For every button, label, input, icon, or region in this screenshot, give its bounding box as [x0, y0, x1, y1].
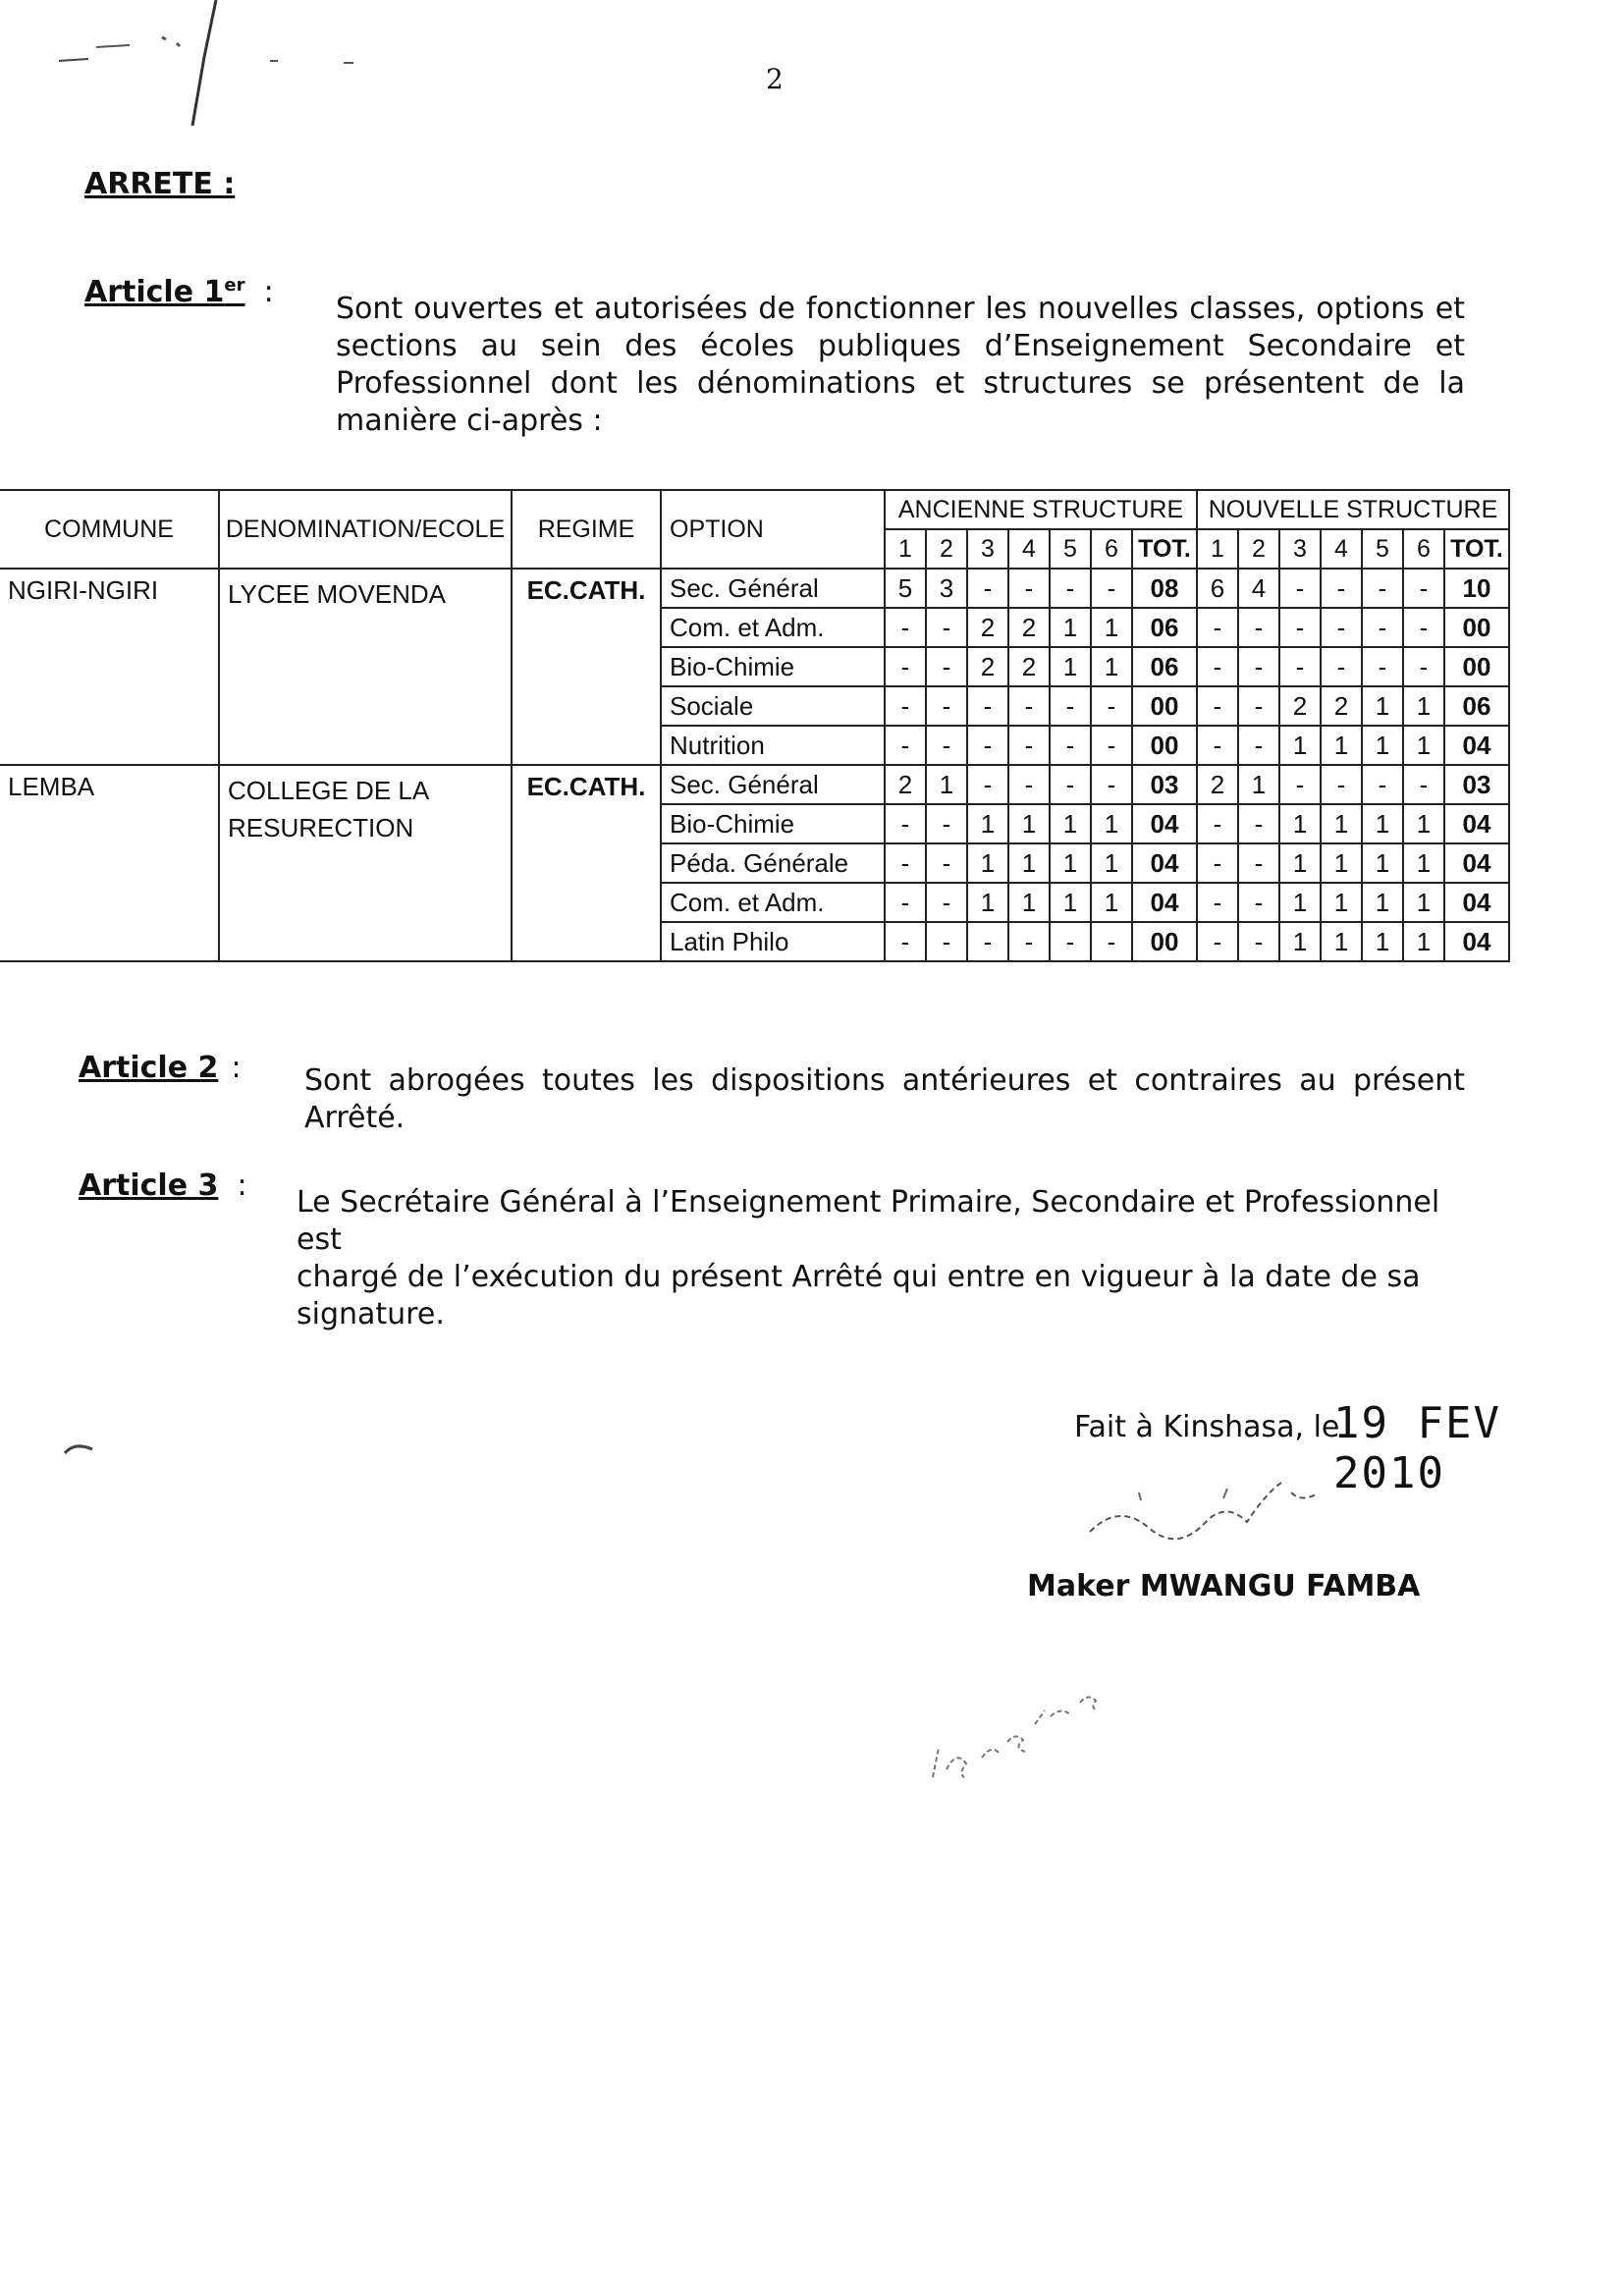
nouvelle-class-cell: -	[1238, 686, 1279, 726]
article-1-label	[84, 275, 274, 309]
handwritten-signature	[1080, 1463, 1335, 1571]
article-1-colon: :	[263, 275, 274, 309]
ancienne-class-cell: 1	[967, 883, 1008, 922]
nouvelle-class-cell: -	[1238, 726, 1279, 765]
nouvelle-class-cell: -	[1238, 843, 1279, 883]
nouvelle-class-cell: 1	[1321, 883, 1362, 922]
ancienne-class-cell: -	[885, 804, 926, 843]
article-3-text	[297, 1184, 1475, 1333]
ancienne-class-cell: -	[926, 686, 967, 726]
article-3-label	[79, 1168, 247, 1203]
option-cell: Sec. Général	[661, 765, 885, 804]
ancienne-class-cell: -	[926, 608, 967, 647]
ancienne-sub-header: 5	[1050, 529, 1091, 569]
nouvelle-sub-header: 5	[1362, 529, 1403, 569]
nouvelle-class-cell: 4	[1238, 569, 1279, 608]
ancienne-class-cell: -	[1091, 765, 1132, 804]
nouvelle-class-cell: -	[1321, 765, 1362, 804]
nouvelle-class-cell: 1	[1279, 883, 1321, 922]
ancienne-total-cell: 04	[1132, 843, 1197, 883]
table-row	[0, 569, 1509, 608]
nouvelle-class-cell: 1	[1362, 843, 1403, 883]
nouvelle-class-cell: 1	[1279, 804, 1321, 843]
header-denomination: DENOMINATION/ECOLE	[219, 490, 512, 569]
nouvelle-class-cell: -	[1197, 804, 1238, 843]
nouvelle-class-cell: 2	[1321, 686, 1362, 726]
ancienne-class-cell: -	[1091, 922, 1132, 961]
ancienne-class-cell: 1	[1091, 804, 1132, 843]
ancienne-class-cell: -	[885, 647, 926, 686]
regime-cell: EC.CATH.	[512, 569, 661, 765]
nouvelle-total-cell: 10	[1444, 569, 1509, 608]
decree-heading: ARRETE :	[84, 167, 236, 201]
nouvelle-total-cell: 03	[1444, 765, 1509, 804]
ancienne-class-cell: 1	[1091, 608, 1132, 647]
nouvelle-class-cell: -	[1197, 726, 1238, 765]
ancienne-class-cell: -	[926, 647, 967, 686]
commune-cell: NGIRI-NGIRI	[0, 569, 219, 765]
nouvelle-total-cell: 04	[1444, 883, 1509, 922]
nouvelle-class-cell: -	[1403, 647, 1444, 686]
ancienne-class-cell: -	[1008, 569, 1050, 608]
ancienne-class-cell: -	[1091, 686, 1132, 726]
nouvelle-class-cell: 1	[1403, 726, 1444, 765]
nouvelle-class-cell: 1	[1403, 883, 1444, 922]
article-1-superscript: er	[224, 275, 245, 296]
article-1-line: Professionnel dont les dénominations et structures se présentent de la	[336, 366, 1465, 401]
ancienne-total-cell: 04	[1132, 883, 1197, 922]
ancienne-class-cell: -	[885, 686, 926, 726]
header-regime: REGIME	[512, 490, 661, 569]
nouvelle-class-cell: -	[1321, 647, 1362, 686]
option-cell: Nutrition	[661, 726, 885, 765]
article-2-colon: :	[231, 1051, 242, 1085]
nouvelle-class-cell: -	[1238, 804, 1279, 843]
nouvelle-class-cell: 1	[1279, 726, 1321, 765]
nouvelle-class-cell: -	[1197, 686, 1238, 726]
nouvelle-class-cell: 1	[1321, 804, 1362, 843]
commune-cell: LEMBA	[0, 765, 219, 961]
nouvelle-class-cell: -	[1279, 608, 1321, 647]
ancienne-class-cell: -	[926, 804, 967, 843]
page-number: 2	[766, 63, 784, 95]
ancienne-total-cell: 00	[1132, 726, 1197, 765]
denomination-cell: COLLEGE DE LA RESURECTION	[219, 765, 512, 961]
ancienne-class-cell: -	[1008, 686, 1050, 726]
ancienne-sub-header: 4	[1008, 529, 1050, 569]
ancienne-class-cell: -	[926, 883, 967, 922]
ancienne-sub-header: TOT.	[1132, 529, 1197, 569]
ancienne-total-cell: 00	[1132, 922, 1197, 961]
ancienne-class-cell: 2	[967, 647, 1008, 686]
ancienne-class-cell: -	[885, 922, 926, 961]
nouvelle-class-cell: -	[1362, 608, 1403, 647]
ancienne-class-cell: 2	[967, 608, 1008, 647]
article-2-line: Sont abrogées toutes les dispositions antérieures et contraires au présent	[304, 1063, 1465, 1098]
ancienne-sub-header: 3	[967, 529, 1008, 569]
option-cell: Latin Philo	[661, 922, 885, 961]
article-1-label-text: Article 1	[84, 275, 225, 309]
nouvelle-sub-header: 3	[1279, 529, 1321, 569]
nouvelle-total-cell: 04	[1444, 804, 1509, 843]
ancienne-class-cell: 1	[1050, 883, 1091, 922]
ancienne-sub-header: 2	[926, 529, 967, 569]
nouvelle-total-cell: 06	[1444, 686, 1509, 726]
ancienne-class-cell: 1	[1050, 804, 1091, 843]
ancienne-class-cell: 2	[1008, 608, 1050, 647]
ancienne-class-cell: -	[967, 569, 1008, 608]
article-1-line: manière ci-après :	[336, 404, 603, 438]
ancienne-class-cell: -	[885, 843, 926, 883]
nouvelle-class-cell: -	[1403, 765, 1444, 804]
header-option: OPTION	[661, 490, 885, 569]
option-cell: Péda. Générale	[661, 843, 885, 883]
nouvelle-total-cell: 00	[1444, 647, 1509, 686]
signatory-name: Maker MWANGU FAMBA	[1027, 1569, 1421, 1603]
nouvelle-class-cell: -	[1238, 883, 1279, 922]
handwritten-date	[913, 1659, 1129, 1807]
nouvelle-total-cell: 04	[1444, 726, 1509, 765]
ancienne-class-cell: 1	[1008, 883, 1050, 922]
nouvelle-class-cell: -	[1362, 765, 1403, 804]
ancienne-class-cell: 1	[1050, 608, 1091, 647]
scan-marks	[20, 0, 373, 137]
ancienne-class-cell: -	[1008, 765, 1050, 804]
ancienne-sub-header: 6	[1091, 529, 1132, 569]
header-nouvelle-structure: NOUVELLE STRUCTURE	[1197, 490, 1509, 529]
ancienne-class-cell: -	[885, 883, 926, 922]
nouvelle-sub-header: 4	[1321, 529, 1362, 569]
ancienne-class-cell: 1	[1091, 843, 1132, 883]
nouvelle-class-cell: -	[1279, 569, 1321, 608]
date-stamp: 19 FEV 2010	[1333, 1398, 1501, 1498]
ancienne-class-cell: -	[967, 922, 1008, 961]
nouvelle-class-cell: 1	[1238, 765, 1279, 804]
ancienne-total-cell: 08	[1132, 569, 1197, 608]
ancienne-total-cell: 06	[1132, 647, 1197, 686]
nouvelle-class-cell: -	[1403, 569, 1444, 608]
ancienne-class-cell: -	[1050, 922, 1091, 961]
ancienne-class-cell: -	[885, 608, 926, 647]
nouvelle-class-cell: 2	[1197, 765, 1238, 804]
table-row	[0, 765, 1509, 804]
ancienne-class-cell: 1	[1008, 843, 1050, 883]
ancienne-class-cell: 1	[1008, 804, 1050, 843]
ancienne-class-cell: -	[926, 922, 967, 961]
nouvelle-class-cell: 1	[1362, 726, 1403, 765]
header-commune: COMMUNE	[0, 490, 219, 569]
nouvelle-class-cell: -	[1238, 647, 1279, 686]
option-cell: Sociale	[661, 686, 885, 726]
nouvelle-class-cell: -	[1321, 569, 1362, 608]
nouvelle-class-cell: 1	[1362, 804, 1403, 843]
nouvelle-class-cell: 1	[1362, 883, 1403, 922]
ancienne-class-cell: -	[1050, 686, 1091, 726]
nouvelle-sub-header: 1	[1197, 529, 1238, 569]
article-3-line: chargé de l’exécution du présent Arrêté qui entre en vigueur à la date de sa	[297, 1260, 1421, 1294]
ancienne-class-cell: -	[926, 726, 967, 765]
nouvelle-total-cell: 04	[1444, 843, 1509, 883]
ancienne-class-cell: 2	[885, 765, 926, 804]
nouvelle-class-cell: -	[1362, 569, 1403, 608]
header-ancienne-structure: ANCIENNE STRUCTURE	[885, 490, 1197, 529]
ancienne-class-cell: -	[1050, 726, 1091, 765]
nouvelle-class-cell: -	[1362, 647, 1403, 686]
table-body	[0, 569, 1509, 961]
nouvelle-class-cell: -	[1197, 647, 1238, 686]
nouvelle-class-cell: -	[1238, 922, 1279, 961]
ancienne-class-cell: -	[967, 686, 1008, 726]
article-2-label-text: Article 2	[79, 1051, 219, 1085]
nouvelle-total-cell: 00	[1444, 608, 1509, 647]
ancienne-class-cell: -	[1008, 922, 1050, 961]
nouvelle-class-cell: -	[1238, 608, 1279, 647]
nouvelle-class-cell: -	[1321, 608, 1362, 647]
ancienne-class-cell: -	[885, 726, 926, 765]
nouvelle-class-cell: -	[1403, 608, 1444, 647]
nouvelle-class-cell: 1	[1321, 726, 1362, 765]
regime-cell: EC.CATH.	[512, 765, 661, 961]
ancienne-class-cell: 1	[1050, 843, 1091, 883]
ancienne-class-cell: -	[967, 726, 1008, 765]
ancienne-class-cell: -	[1091, 569, 1132, 608]
nouvelle-class-cell: 1	[1279, 922, 1321, 961]
nouvelle-class-cell: 1	[1362, 922, 1403, 961]
ancienne-sub-header: 1	[885, 529, 926, 569]
article-1-text	[336, 291, 1465, 440]
article-1-line: sections au sein des écoles publiques d’Enseignement Secondaire et	[336, 329, 1465, 363]
nouvelle-class-cell: 2	[1279, 686, 1321, 726]
nouvelle-total-cell: 04	[1444, 922, 1509, 961]
ancienne-class-cell: -	[1008, 726, 1050, 765]
option-cell: Com. et Adm.	[661, 883, 885, 922]
nouvelle-class-cell: -	[1197, 843, 1238, 883]
ancienne-total-cell: 06	[1132, 608, 1197, 647]
option-cell: Sec. Général	[661, 569, 885, 608]
nouvelle-class-cell: 1	[1362, 686, 1403, 726]
article-3-line: Le Secrétaire Général à l’Enseignement Primaire, Secondaire et Professionnel est	[297, 1185, 1440, 1257]
ancienne-class-cell: 1	[1091, 647, 1132, 686]
signature-place: Fait à Kinshasa, le	[1074, 1410, 1340, 1444]
ancienne-class-cell: 1	[926, 765, 967, 804]
nouvelle-sub-header: 2	[1238, 529, 1279, 569]
nouvelle-class-cell: 1	[1279, 843, 1321, 883]
option-cell: Bio-Chimie	[661, 647, 885, 686]
nouvelle-sub-header: TOT.	[1444, 529, 1509, 569]
nouvelle-class-cell: 1	[1403, 843, 1444, 883]
nouvelle-class-cell: -	[1279, 647, 1321, 686]
nouvelle-class-cell: 1	[1321, 843, 1362, 883]
ancienne-class-cell: 2	[1008, 647, 1050, 686]
margin-mark	[59, 1434, 108, 1463]
ancienne-class-cell: -	[1091, 726, 1132, 765]
ancienne-class-cell: 1	[967, 843, 1008, 883]
ancienne-class-cell: 3	[926, 569, 967, 608]
nouvelle-class-cell: -	[1279, 765, 1321, 804]
denomination-cell: LYCEE MOVENDA	[219, 569, 512, 765]
nouvelle-class-cell: 1	[1403, 804, 1444, 843]
nouvelle-class-cell: 1	[1321, 922, 1362, 961]
ancienne-class-cell: 1	[1050, 647, 1091, 686]
ancienne-class-cell: -	[926, 843, 967, 883]
ancienne-class-cell: -	[1050, 765, 1091, 804]
nouvelle-class-cell: -	[1197, 922, 1238, 961]
option-cell: Bio-Chimie	[661, 804, 885, 843]
article-3-colon: :	[237, 1168, 247, 1203]
article-3-label-text: Article 3	[79, 1168, 219, 1203]
article-3-line: signature.	[297, 1297, 445, 1331]
ancienne-total-cell: 03	[1132, 765, 1197, 804]
nouvelle-class-cell: -	[1197, 608, 1238, 647]
ancienne-class-cell: -	[1050, 569, 1091, 608]
article-2-label	[79, 1051, 242, 1085]
option-cell: Com. et Adm.	[661, 608, 885, 647]
ancienne-total-cell: 04	[1132, 804, 1197, 843]
nouvelle-class-cell: 1	[1403, 922, 1444, 961]
article-2-text	[304, 1062, 1465, 1137]
ancienne-class-cell: 1	[1091, 883, 1132, 922]
ancienne-class-cell: -	[967, 765, 1008, 804]
article-2-line: Arrêté.	[304, 1101, 406, 1135]
nouvelle-class-cell: 1	[1403, 686, 1444, 726]
nouvelle-class-cell: 6	[1197, 569, 1238, 608]
article-1-line: Sont ouvertes et autorisées de fonctionner les nouvelles classes, options et	[336, 292, 1465, 326]
nouvelle-class-cell: -	[1197, 883, 1238, 922]
ancienne-class-cell: 1	[967, 804, 1008, 843]
ancienne-class-cell: 5	[885, 569, 926, 608]
ancienne-total-cell: 00	[1132, 686, 1197, 726]
nouvelle-sub-header: 6	[1403, 529, 1444, 569]
structure-table	[0, 489, 1510, 962]
